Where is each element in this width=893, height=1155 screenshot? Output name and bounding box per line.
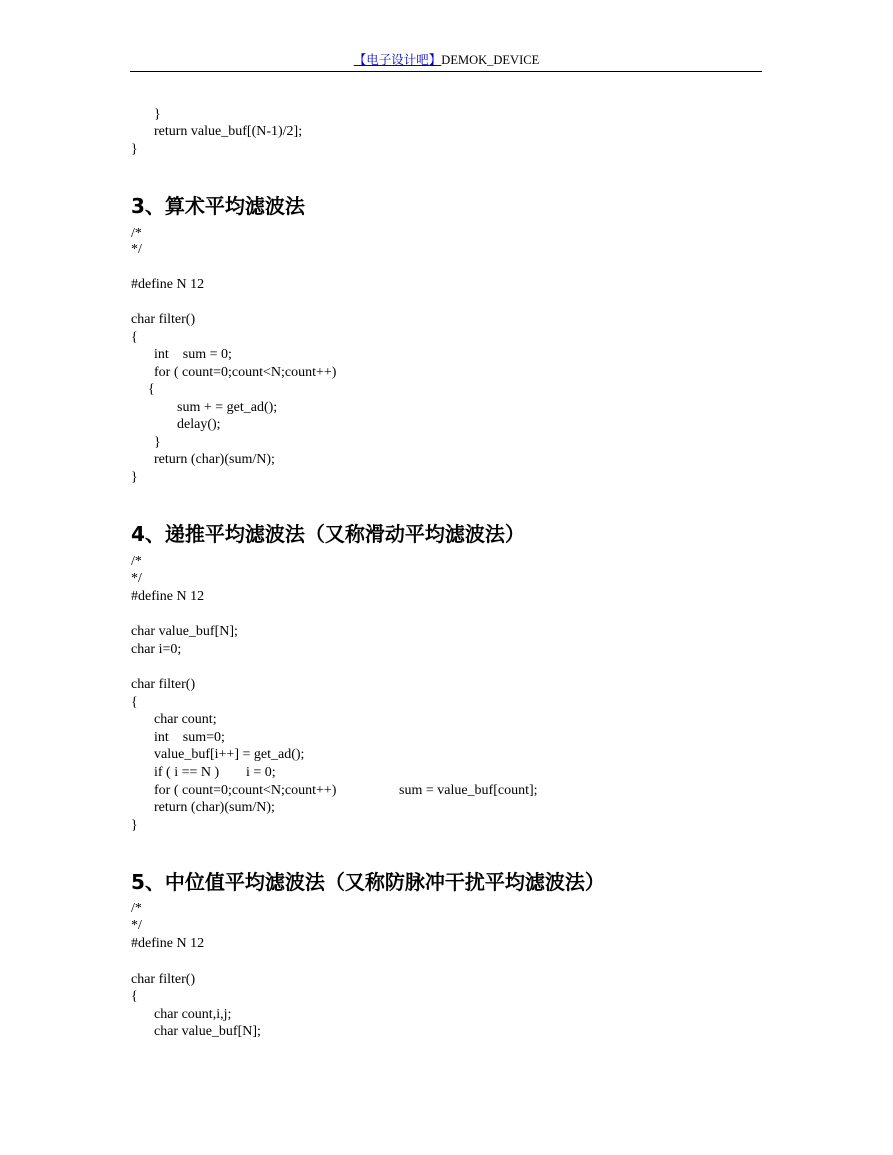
- code-line: value_buf[i++] = get_ad();: [154, 747, 305, 762]
- code-line: #define N 12: [131, 589, 205, 604]
- code-line: {: [131, 330, 138, 345]
- code-line: #define N 12: [131, 277, 205, 292]
- section-heading-4: 4、递推平均滤波法（又称滑动平均滤波法）: [131, 522, 525, 546]
- code-line: #define N 12: [131, 936, 205, 951]
- code-line: }: [154, 107, 161, 122]
- code-line: return value_buf[(N-1)/2];: [154, 124, 303, 139]
- code-line: */: [131, 242, 142, 257]
- code-line: */: [131, 571, 142, 586]
- code-line: }: [131, 818, 138, 833]
- code-line: delay();: [177, 417, 221, 432]
- code-line: }: [154, 435, 161, 450]
- code-line: char count,i,j;: [154, 1007, 232, 1022]
- code-line: /*: [131, 901, 142, 916]
- site-link[interactable]: 【电子设计吧】: [353, 53, 442, 67]
- code-line: for ( count=0;count<N;count++): [154, 365, 337, 380]
- code-line: int sum=0;: [154, 730, 225, 745]
- device-label: DEMOK_DEVICE: [441, 53, 540, 67]
- code-line: return (char)(sum/N);: [154, 800, 275, 815]
- code-line: }: [131, 142, 138, 157]
- code-line: return (char)(sum/N);: [154, 452, 275, 467]
- code-line: {: [131, 695, 138, 710]
- code-line: i = 0;: [246, 765, 276, 780]
- code-line: char filter(): [131, 312, 196, 327]
- code-line: int sum = 0;: [154, 347, 232, 362]
- code-line: /*: [131, 554, 142, 569]
- code-line: for ( count=0;count<N;count++): [154, 783, 337, 798]
- code-line: {: [131, 989, 138, 1004]
- code-line: char filter(): [131, 677, 196, 692]
- section-heading-5: 5、中位值平均滤波法（又称防脉冲干扰平均滤波法）: [131, 870, 605, 894]
- code-line: char count;: [154, 712, 217, 727]
- section-heading-3: 3、算术平均滤波法: [131, 194, 305, 218]
- code-line: /*: [131, 226, 142, 241]
- code-line: {: [148, 382, 155, 397]
- code-line: }: [131, 470, 138, 485]
- code-line: char value_buf[N];: [131, 624, 238, 639]
- code-line: sum = value_buf[count];: [399, 783, 538, 798]
- code-line: char value_buf[N];: [154, 1024, 261, 1039]
- code-line: sum + = get_ad();: [177, 400, 278, 415]
- code-line: */: [131, 918, 142, 933]
- code-line: char i=0;: [131, 642, 182, 657]
- code-line: char filter(): [131, 972, 196, 987]
- code-line: if ( i == N ): [154, 765, 220, 780]
